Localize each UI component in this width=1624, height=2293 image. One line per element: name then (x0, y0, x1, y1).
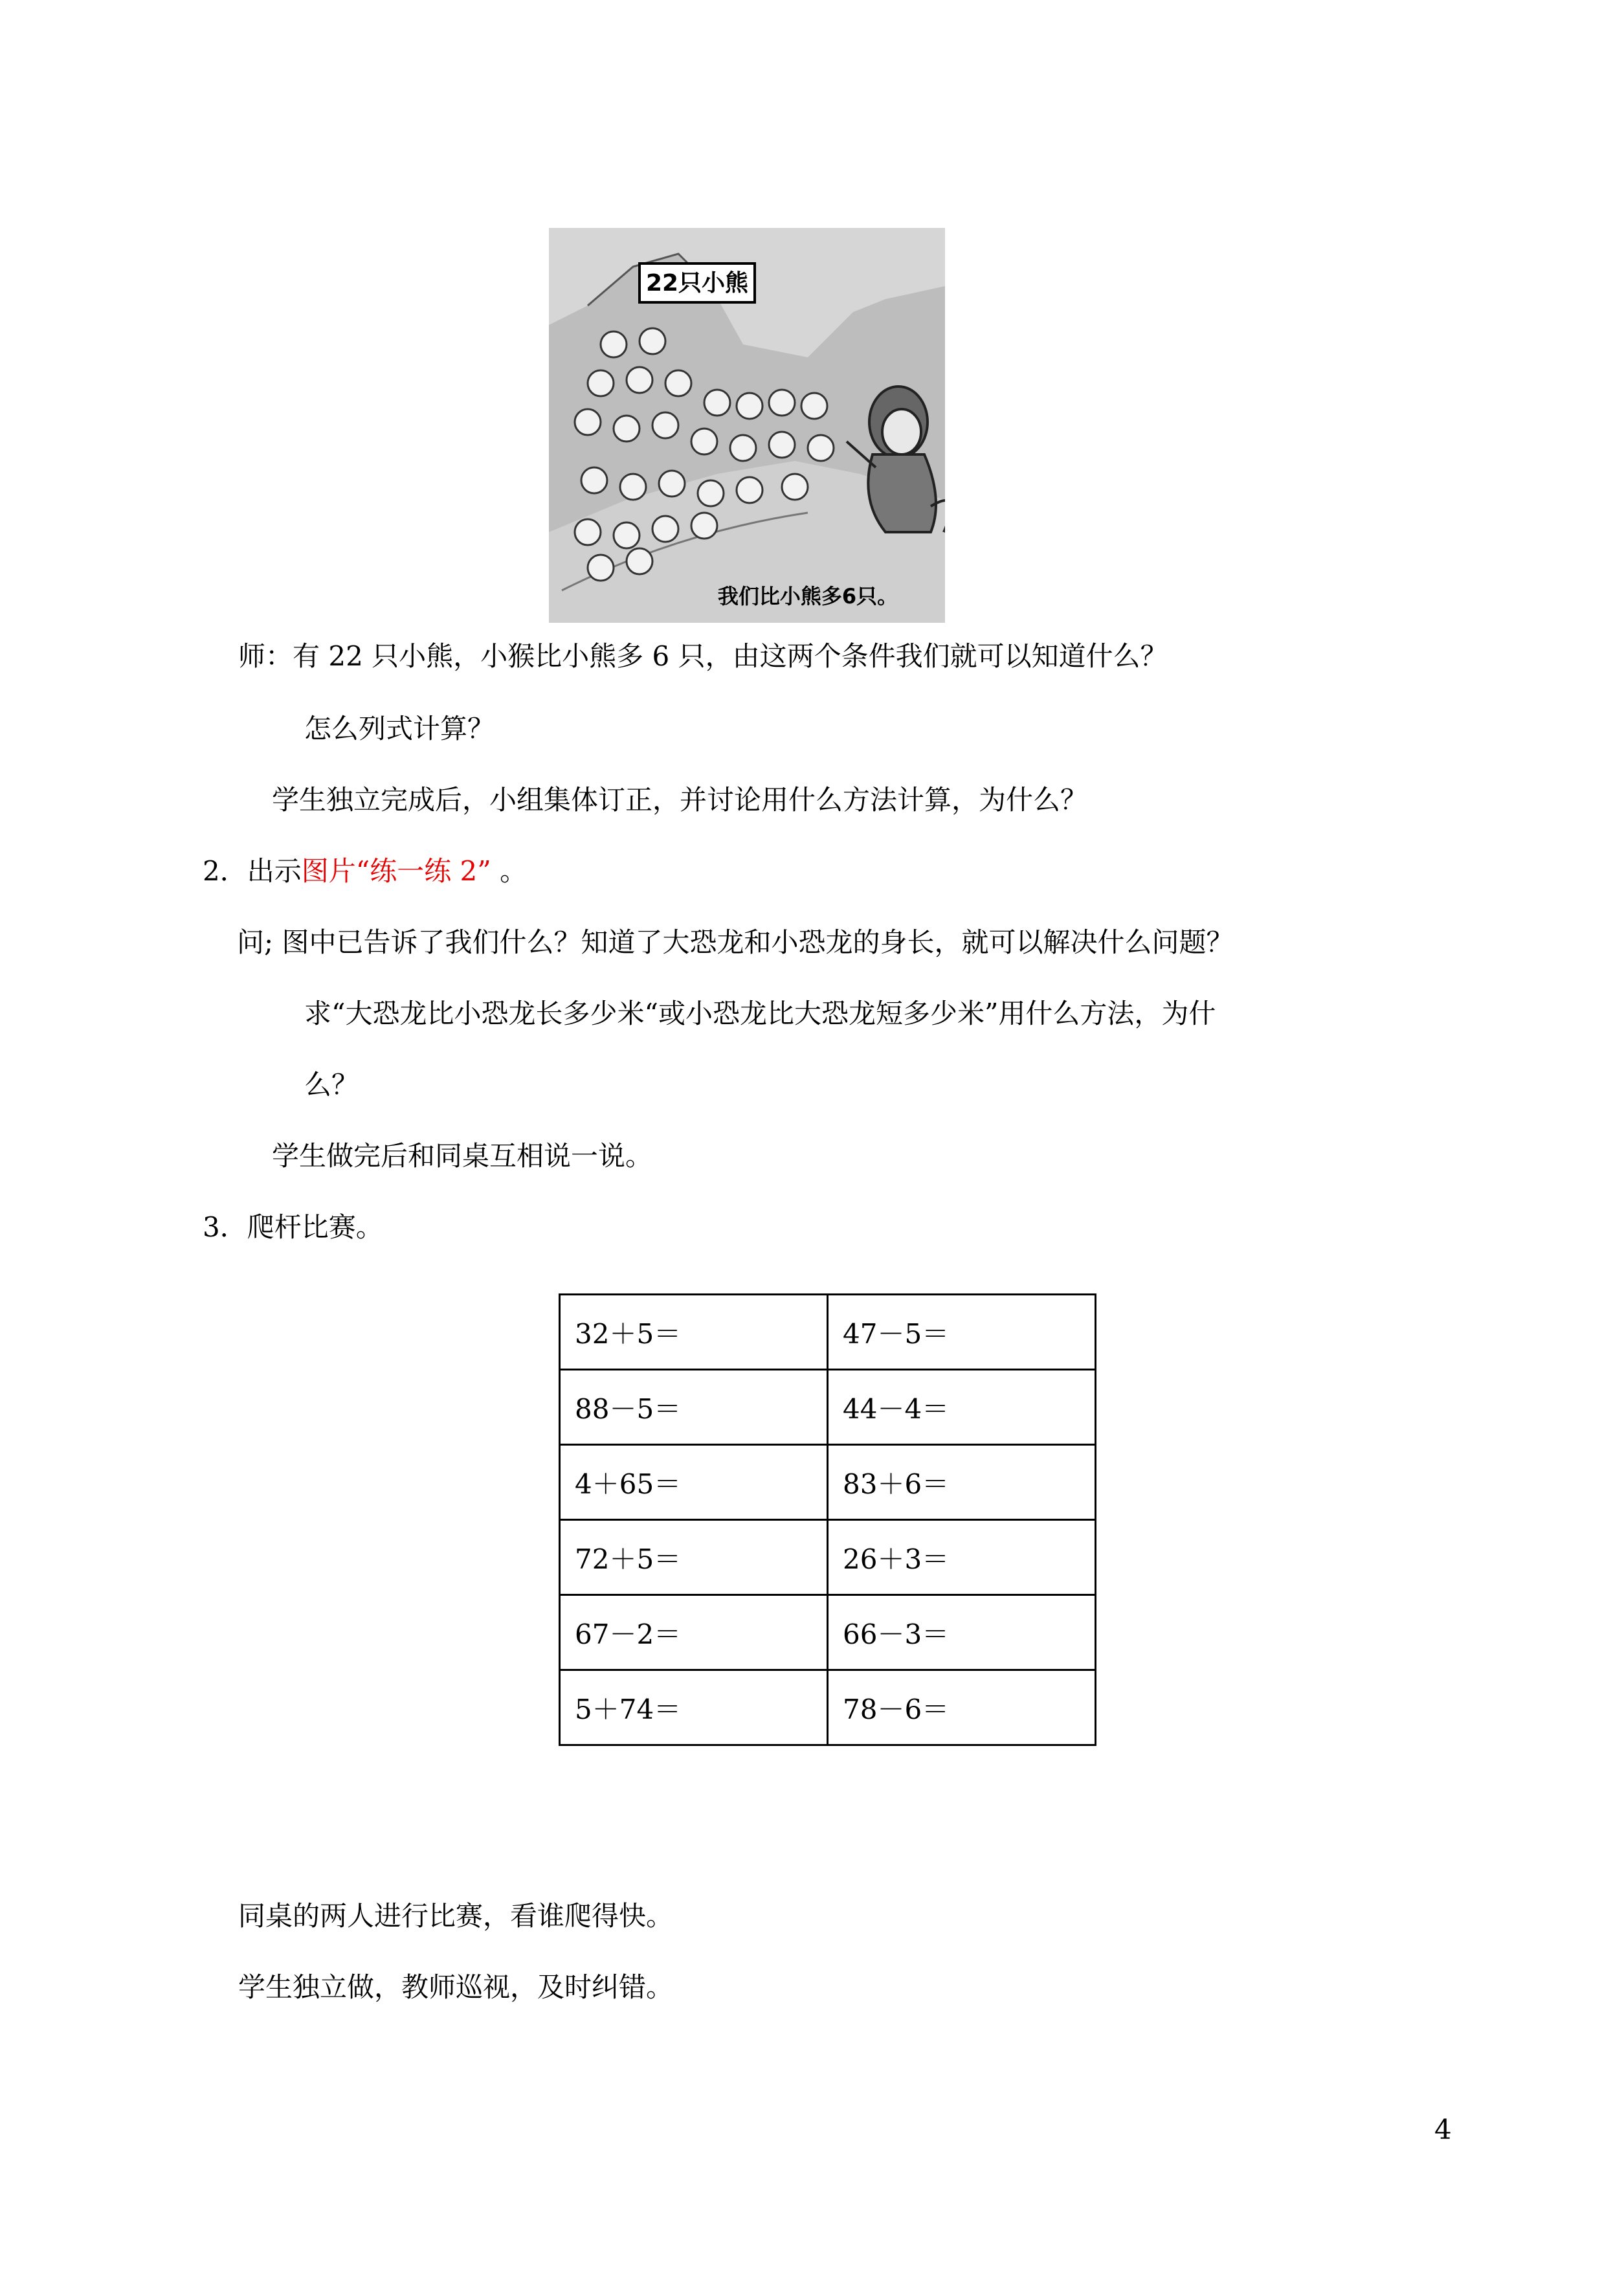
table-cell: 83＋6＝ (828, 1445, 1096, 1520)
bears-monkey-illustration (549, 228, 945, 623)
item-2-prefix: 2．出示 (203, 855, 302, 887)
table-cell: 78－6＝ (828, 1670, 1096, 1745)
table-cell: 5＋74＝ (560, 1670, 828, 1745)
table-row (560, 1445, 1096, 1520)
table-cell: 72＋5＝ (560, 1520, 828, 1595)
table-cell: 88－5＝ (560, 1370, 828, 1445)
illustration-caption-bottom: 我们比小熊多6只。 (717, 584, 898, 609)
item-2 (203, 853, 527, 889)
table-cell: 26＋3＝ (828, 1520, 1096, 1595)
question-picture: 问; 图中已告诉了我们什么？知道了大恐龙和小恐龙的身长，就可以解决什么问题？ (237, 926, 1234, 958)
table-cell: 66－3＝ (828, 1595, 1096, 1670)
students-practice: 学生独立做，教师巡视，及时纠错。 (238, 1971, 674, 2003)
students-discuss: 学生做完后和同桌互相说一说。 (272, 1140, 653, 1172)
students-correct: 学生独立完成后，小组集体订正，并讨论用什么方法计算，为什么？ (272, 784, 1088, 816)
table-row (560, 1670, 1096, 1745)
item-3: 3．爬杆比赛。 (203, 1211, 383, 1243)
table-cell: 44－4＝ (828, 1370, 1096, 1445)
item-2-highlight: 图片“练一练 2” (301, 855, 491, 887)
question-method-line-1: 求“大恐龙比小恐龙长多少米“或小恐龙比大恐龙短多少米”用什么方法，为什 (304, 998, 1216, 1029)
table-cell: 4＋65＝ (560, 1445, 828, 1520)
table-row (560, 1595, 1096, 1670)
item-2-suffix: 。 (491, 855, 528, 887)
question-method-line-2: 么？ (304, 1069, 359, 1101)
drill-table (559, 1293, 1096, 1746)
table-row (560, 1370, 1096, 1445)
illustration-caption-top: 22只小熊 (645, 270, 749, 296)
page-number: 4 (1434, 2114, 1452, 2145)
table-cell: 47－5＝ (828, 1295, 1096, 1370)
table-cell: 67－2＝ (560, 1595, 828, 1670)
pair-race: 同桌的两人进行比赛，看谁爬得快。 (238, 1900, 674, 1932)
teacher-question: 师：有 22 只小熊，小猴比小熊多 6 只，由这两个条件我们就可以知道什么？ (238, 640, 1168, 672)
table-row (560, 1520, 1096, 1595)
table-cell: 32＋5＝ (560, 1295, 828, 1370)
table-row (560, 1295, 1096, 1370)
how-calculate: 怎么列式计算？ (304, 713, 495, 744)
